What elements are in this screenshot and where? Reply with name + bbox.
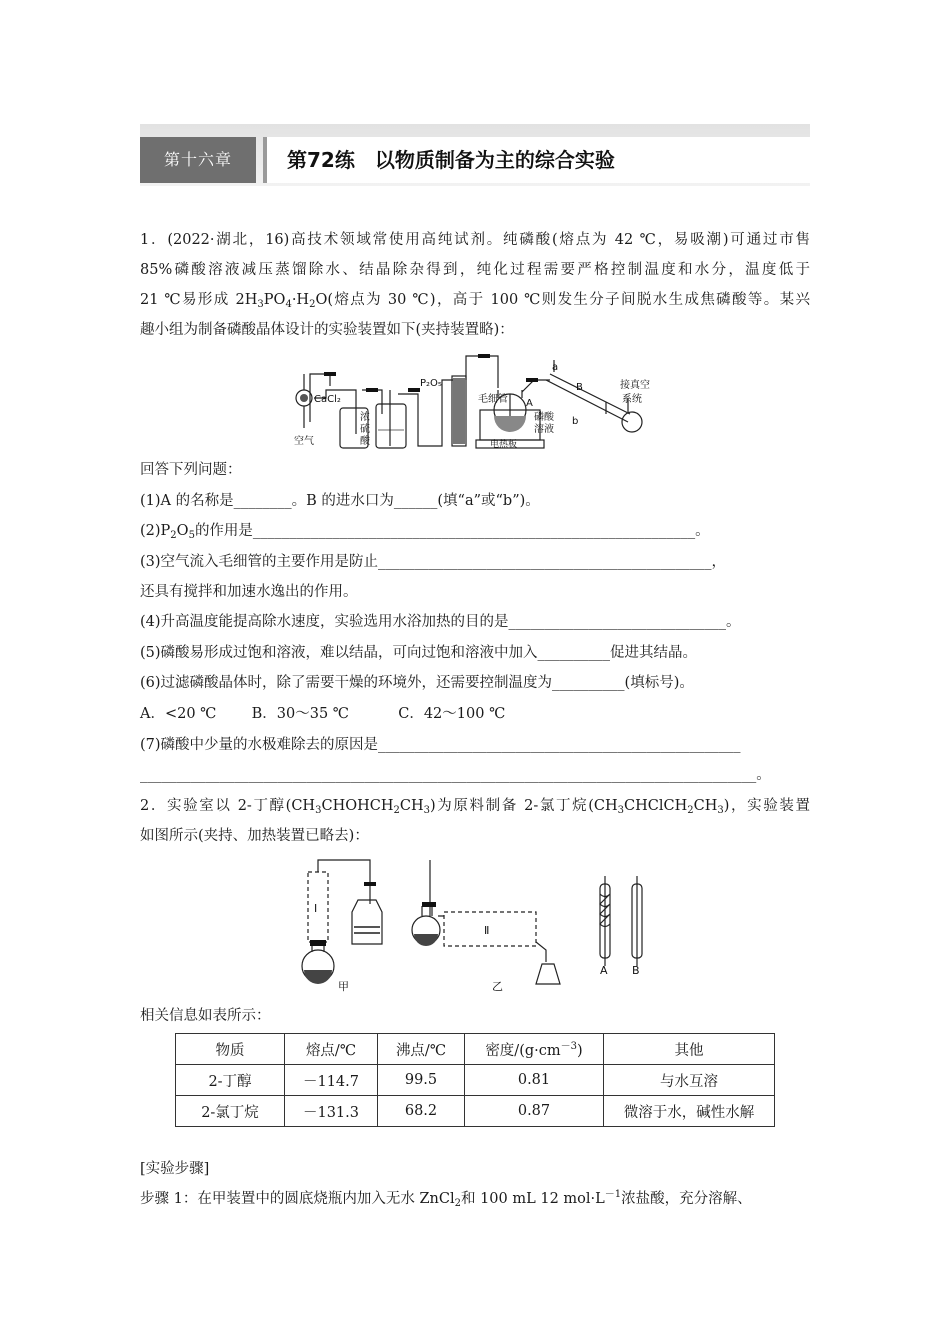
conc-label-2: 硫 (360, 424, 370, 435)
q1-sub-4: (4)升高温度能提高除水速度，实验选用水浴加热的目的是______________________________。 (140, 614, 741, 630)
table-cell: 0.81 (465, 1065, 604, 1096)
cacl2-fill (300, 394, 308, 402)
q1-sub-2: $(2)P_2O_5$的作用是_____________________________________________________________。 (140, 523, 710, 541)
flask-a-label: A (526, 398, 533, 409)
vacuum-label-1: 接真空 (620, 380, 650, 391)
condenser-b-label: B (576, 382, 583, 393)
condenser-b-label: B (632, 964, 640, 977)
beaker-jia (352, 900, 382, 944)
step-1: 步骤 1：在甲装置中的圆底烧瓶内加入无水 ZnCl$_2$和 100 mL 12 $mol\cdot L^{-1}$浓盐酸，充分溶解、 (140, 1189, 752, 1209)
q1-line-2: 85%磷酸溶液减压蒸馏除水、结晶除杂得到，纯化过程需要严格控制温度和水分，温度低于 (140, 262, 810, 278)
vacuum-label-2: 系统 (622, 394, 642, 405)
port-a-label: a (552, 362, 559, 373)
q2-line-2: 如图所示(夹持、加热装置已略去)： (140, 828, 369, 844)
col-boiling-point: 沸点/℃ (378, 1034, 465, 1065)
table-cell: 2-氯丁烷 (176, 1096, 285, 1127)
yi-label: 乙 (492, 980, 503, 993)
table-row (176, 1096, 775, 1127)
q1-options (140, 704, 810, 724)
cacl2-label: CaCl₂ (314, 394, 341, 405)
q1-apparatus-figure (290, 350, 662, 452)
option-a: A．<20 ℃ (140, 706, 217, 722)
col-other: 其他 (604, 1034, 775, 1065)
condenser-a-label: A (600, 964, 608, 977)
port-b-label: b (572, 416, 579, 427)
q1-sub-3: (3)空气流入毛细管的主要作用是防止______________________________________________， (140, 554, 727, 570)
steps-heading: [实验步骤] (140, 1161, 210, 1177)
q1-line-1: 1．(2022·湖北，16)高技术领域常使用高纯试剂。纯磷酸(熔点为 42 ℃，易吸潮)可通过市售 (140, 232, 810, 248)
q1-sub-5: (5)磷酸易形成过饱和溶液，难以结晶，可向过饱和溶液中加入__________促进其结晶。 (140, 645, 698, 661)
properties-table (175, 1033, 775, 1127)
q1-line-4: 趣小组为制备磷酸晶体设计的实验装置如下(夹持装置略)： (140, 322, 514, 338)
q1-line-3: 21 ℃易形成 $2H_3PO_4\cdot H_2O$(熔点为 30 ℃)，高于 100 ℃则发生分子间脱水生成焦磷酸等。某兴 (140, 292, 810, 310)
condenser-b (546, 380, 628, 422)
col-substance: 物质 (176, 1034, 285, 1065)
q1-sub-1: (1)A 的名称是________。B 的进水口为______(填“a”或“b”)。 (140, 493, 540, 509)
q1-sub-3-cont: 还具有搅拌和加速水逸出的作用。 (140, 584, 358, 600)
table-intro: 相关信息如表所示： (140, 1008, 271, 1024)
air-label: 空气 (294, 436, 314, 447)
option-c: C．42～100 ℃ (398, 706, 506, 722)
conc-label-3: 酸 (360, 436, 370, 447)
table-cell: 2-丁醇 (176, 1065, 285, 1096)
p2o5-label: P₂O₅ (420, 378, 442, 389)
receiver-flask (622, 412, 642, 432)
table-cell: 68.2 (378, 1096, 465, 1127)
q1-answer-intro: 回答下列问题： (140, 462, 242, 478)
box-i (308, 872, 328, 942)
table-cell: －114.7 (285, 1065, 378, 1096)
col-melting-point: 熔点/℃ (285, 1034, 378, 1065)
table-cell: －131.3 (285, 1096, 378, 1127)
phosphoric-label-1: 磷酸 (534, 412, 554, 423)
col-density: 密度$/(g\cdot cm^{-3})$ (465, 1034, 604, 1065)
table-row (176, 1065, 775, 1096)
conc-label-1: 浓 (360, 412, 370, 423)
table-cell: 99.5 (378, 1065, 465, 1096)
q2-apparatus-figure (298, 854, 668, 996)
wash-bottle-2 (376, 404, 406, 448)
table-header-row (176, 1034, 775, 1065)
table-cell: 微溶于水，碱性水解 (604, 1096, 775, 1127)
roman-ii-label: Ⅱ (484, 924, 490, 937)
p2o5-fill (453, 378, 465, 444)
q1-sub-7: (7)磷酸中少量的水极难除去的原因是__________________________________________________ (140, 737, 741, 753)
q1-sub-6: (6)过滤磷酸晶体时，除了需要干燥的环境外，还需要控制温度为__________(填标号)。 (140, 675, 694, 691)
receiver-yi (536, 964, 560, 984)
q1-sub-7-cont: _____________________________________________________________________________________。 (140, 767, 771, 783)
page-title: 第72练 以物质制备为主的综合实验 (263, 137, 810, 183)
phosphoric-label-2: 溶液 (534, 424, 554, 435)
box-ii (444, 912, 536, 946)
table-cell: 与水互溶 (604, 1065, 775, 1096)
q2-line-1: 2．实验室以 2-丁醇$(CH_3CHOHCH_2CH_3)$为原料制备 2-氯丁烷$(CH_3CHClCH_2CH_3)$，实验装置 (140, 798, 810, 816)
jia-label: 甲 (338, 980, 349, 993)
capillary-label: 毛细管 (478, 394, 508, 405)
heater-label: 电热板 (490, 440, 518, 450)
option-b: B．30～35 ℃ (251, 706, 350, 722)
chapter-tab: 第十六章 (140, 137, 256, 183)
roman-i-label: Ⅰ (314, 902, 318, 915)
table-cell: 0.87 (465, 1096, 604, 1127)
